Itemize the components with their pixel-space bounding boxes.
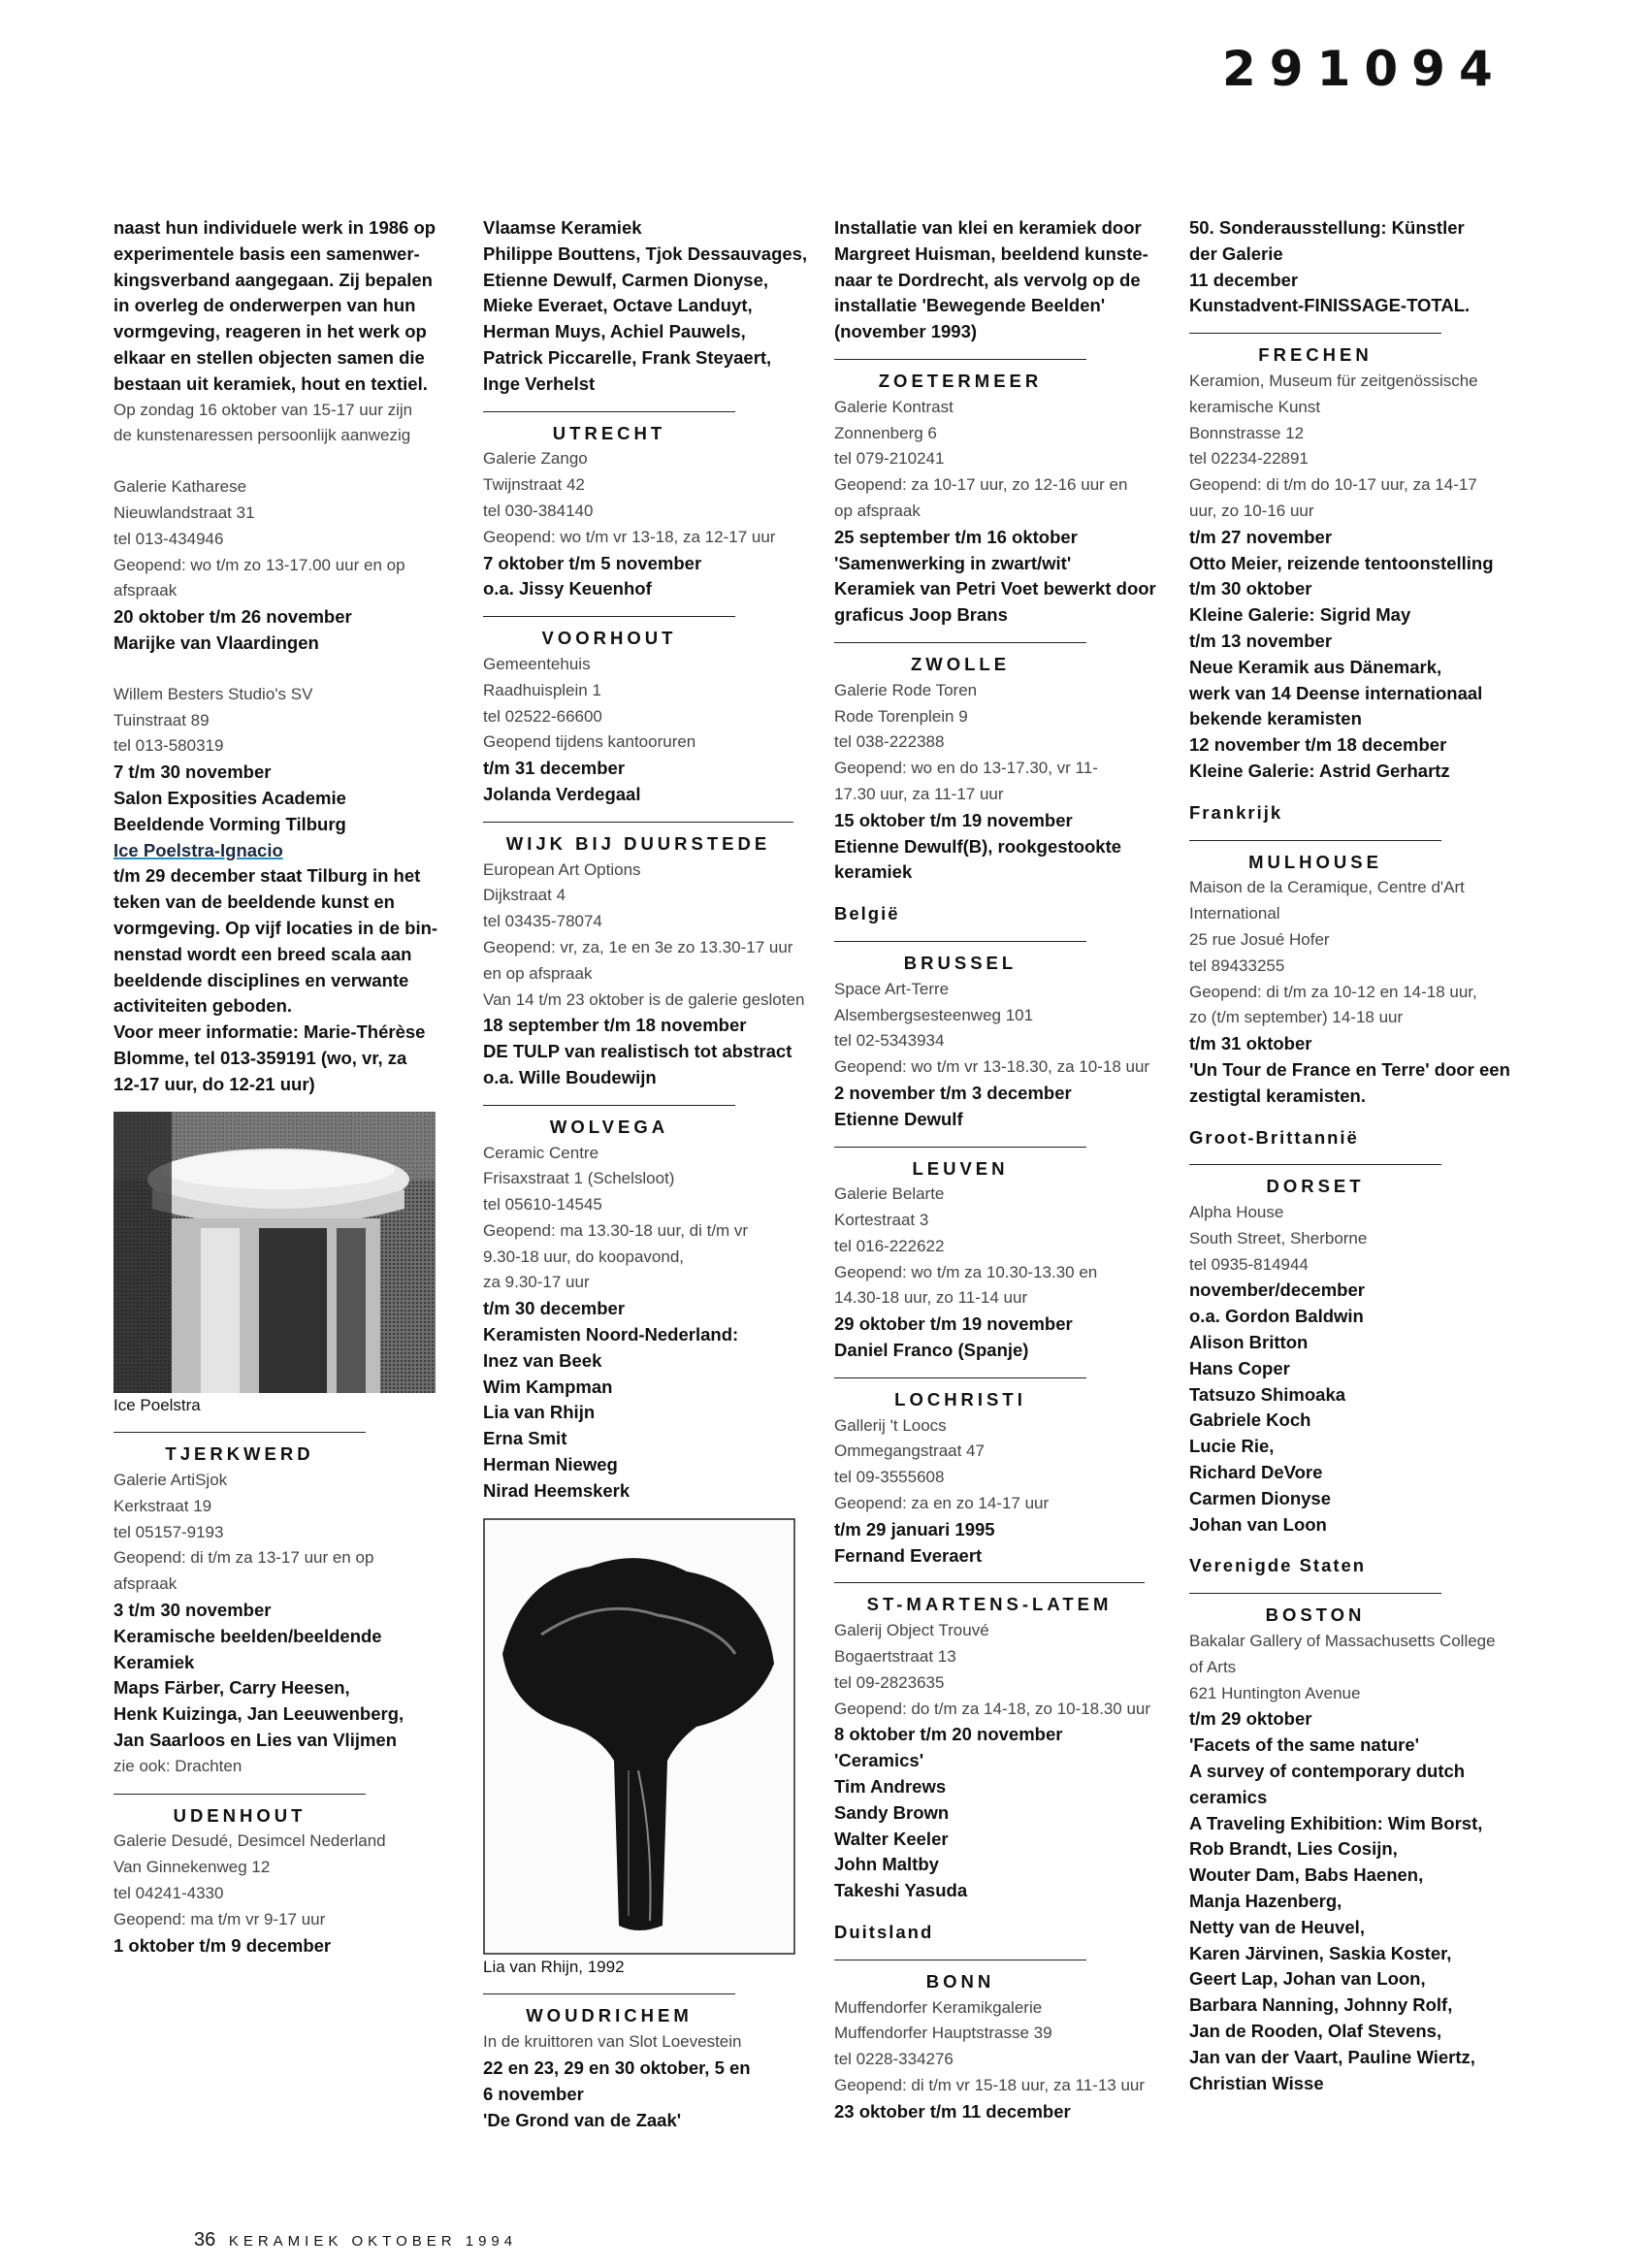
text-line: o.a. Gordon Baldwin	[1189, 1306, 1364, 1327]
text-line: Keramion, Museum für zeitgenössische	[1189, 371, 1478, 390]
text-line: Herman Muys, Achiel Pauwels,	[483, 321, 746, 342]
country-heading: België	[834, 903, 900, 924]
text-line: Op zondag 16 oktober van 15-17 uur zijn	[113, 400, 413, 419]
text-line: Geopend: di t/m do 10-17 uur, za 14-17	[1189, 475, 1477, 495]
text-line: t/m 31 oktober	[1189, 1033, 1312, 1054]
text-line: 50. Sonderausstellung: Künstler	[1189, 217, 1465, 238]
text-line: Wim Kampman	[483, 1376, 613, 1397]
text-line: Galerie Belarte	[834, 1184, 945, 1204]
text-line: Bogaertstraat 13	[834, 1647, 956, 1667]
text-line: tel 0228-334276	[834, 2050, 954, 2069]
text-line: Tuinstraat 89	[113, 710, 210, 729]
text-line: Ommegangstraat 47	[834, 1442, 985, 1461]
listing-entry	[834, 395, 1156, 629]
listing-entry	[834, 1618, 1156, 1904]
city-heading: WOUDRICHEM	[483, 1993, 735, 2029]
listing-entry	[483, 652, 803, 808]
text-line: 22 en 23, 29 en 30 oktober, 5 en	[483, 2057, 751, 2079]
text-line: Sandy Brown	[834, 1801, 950, 1823]
text-line: Richard DeVore	[1189, 1462, 1323, 1483]
listing-entry	[483, 1141, 803, 1505]
text-line: 11 december	[1189, 269, 1299, 290]
text-line: 7 oktober t/m 5 november	[483, 552, 702, 573]
text-line: Galerie Kontrast	[834, 397, 954, 416]
text-line: Wouter Dam, Babs Haenen,	[1189, 1864, 1424, 1886]
text-line: 25 september t/m 16 oktober	[834, 526, 1078, 547]
text-line: tel 04241-4330	[113, 1884, 224, 1903]
text-line: zie ook: Drachten	[113, 1756, 242, 1775]
text-line: Geopend: di t/m za 10-12 en 14-18 uur,	[1189, 982, 1477, 1001]
text-line: Mieke Everaet, Octave Landuyt,	[483, 295, 753, 316]
text-line: 'Facets of the same nature'	[1189, 1734, 1420, 1756]
text-line: Bonnstrasse 12	[1189, 423, 1305, 442]
date-stamp: 291094	[1222, 41, 1506, 97]
text-line: o.a. Wille Boudewijn	[483, 1066, 657, 1087]
text-line: ceramics	[1189, 1786, 1268, 1807]
listing-entry	[113, 1829, 448, 1959]
text-line: Galerie Zango	[483, 449, 588, 469]
text-line: 8 oktober t/m 20 november	[834, 1724, 1063, 1745]
text-line: Geopend: di t/m vr 15-18 uur, za 11-13 uur	[834, 2076, 1146, 2094]
text-block	[483, 215, 808, 398]
highlighted-name: Ice Poelstra-Ignacio	[113, 839, 283, 860]
text-line: tel 05157-9193	[113, 1522, 224, 1541]
text-line: keramiek	[834, 861, 913, 883]
city-heading: WOLVEGA	[483, 1105, 735, 1141]
country-heading: Verenigde Staten	[1189, 1555, 1367, 1576]
text-line: Geopend: za 10-17 uur, zo 12-16 uur en	[834, 475, 1128, 495]
text-line: tel 013-434946	[113, 529, 224, 548]
text-line: vormgeving, reageren in het werk op	[113, 321, 427, 342]
text-line: Barbara Nanning, Johnny Rolf,	[1189, 1994, 1453, 2016]
text-line: Bakalar Gallery of Massachusetts College	[1189, 1632, 1496, 1651]
text-line: Geopend: di t/m za 13-17 uur en op	[113, 1548, 374, 1568]
text-line: t/m 29 oktober	[1189, 1708, 1312, 1730]
text-line: Kleine Galerie: Sigrid May	[1189, 604, 1411, 626]
text-line: zestigtal keramisten.	[1189, 1085, 1366, 1106]
text-line: 6 november	[483, 2083, 584, 2104]
listing-entry	[113, 682, 448, 838]
text-line: Van 14 t/m 23 oktober is de galerie gesloten	[483, 989, 805, 1009]
listing-entry	[113, 474, 448, 657]
text-line: Netty van de Heuvel,	[1189, 1916, 1365, 1937]
text-line: tel 02522-66600	[483, 706, 602, 726]
text-line: keramische Kunst	[1189, 397, 1321, 416]
text-line: 17.30 uur, za 11-17 uur	[834, 784, 1004, 803]
text-line: en op afspraak	[483, 963, 593, 983]
text-line: Keramiek	[113, 1651, 195, 1672]
text-line: vormgeving. Op vijf locaties in de bin-	[113, 917, 438, 938]
text-line: 'Un Tour de France en Terre' door een	[1189, 1058, 1510, 1080]
photo-caption: Lia van Rhijn, 1992	[483, 1957, 625, 1976]
text-line: Van Ginnekenweg 12	[113, 1858, 271, 1877]
text-line: Vlaamse Keramiek	[483, 217, 642, 238]
text-line: Alison Britton	[1189, 1332, 1309, 1353]
text-line: tel 02-5343934	[834, 1031, 945, 1051]
text-line: International	[1189, 904, 1280, 923]
text-line: 7 t/m 30 november	[113, 761, 272, 783]
listing-entry	[483, 2029, 803, 2133]
text-line: Lucie Rie,	[1189, 1436, 1275, 1457]
text-block	[1189, 215, 1517, 319]
text-line: Neue Keramik aus Dänemark,	[1189, 656, 1442, 677]
text-line: Johan van Loon	[1189, 1513, 1327, 1535]
text-line: A Traveling Exhibition: Wim Borst,	[1189, 1812, 1483, 1833]
page-footer	[194, 2229, 517, 2252]
text-line: Hans Coper	[1189, 1357, 1290, 1378]
text-line: Geopend: wo t/m vr 13-18, za 12-17 uur	[483, 527, 776, 546]
text-line: Rob Brandt, Lies Cosijn,	[1189, 1838, 1398, 1860]
text-line: Marijke van Vlaardingen	[113, 632, 319, 653]
text-line: Installatie van klei en keramiek door	[834, 217, 1142, 238]
text-line: Keramiek van Petri Voet bewerkt door	[834, 578, 1156, 599]
text-line: o.a. Jissy Keuenhof	[483, 578, 652, 599]
city-heading: BONN	[834, 1960, 1086, 1995]
listing-entry	[1189, 875, 1517, 1109]
text-line: der Galerie	[1189, 243, 1283, 264]
text-line: (november 1993)	[834, 321, 978, 342]
city-heading: BOSTON	[1189, 1593, 1441, 1629]
text-line: Inge Verhelst	[483, 373, 596, 394]
text-line: tel 038-222388	[834, 732, 945, 752]
text-line: Otto Meier, reizende tentoonstelling	[1189, 552, 1494, 573]
text-line: afspraak	[113, 1574, 178, 1594]
text-line: tel 02234-22891	[1189, 449, 1309, 469]
text-line: 15 oktober t/m 19 november	[834, 809, 1073, 830]
text-line: naar te Dordrecht, als vervolg op de	[834, 269, 1141, 290]
listing-entry	[834, 1182, 1156, 1364]
text-line: Twijnstraat 42	[483, 475, 585, 495]
city-heading: ZWOLLE	[834, 642, 1086, 678]
text-line: Ceramic Centre	[483, 1143, 599, 1162]
text-line: 'De Grond van de Zaak'	[483, 2109, 682, 2130]
country-heading: Duitsland	[834, 1922, 934, 1943]
text-line: South Street, Sherborne	[1189, 1228, 1368, 1247]
text-line: Rode Torenplein 9	[834, 706, 968, 726]
text-line: 3 t/m 30 november	[113, 1600, 272, 1621]
text-line: Galerie Katharese	[113, 477, 247, 497]
text-line: Tatsuzo Shimoaka	[1189, 1383, 1346, 1405]
text-line: Galerij Object Trouvé	[834, 1621, 989, 1640]
text-line: tel 030-384140	[483, 501, 594, 520]
text-line: Frisaxstraat 1 (Schelsloot)	[483, 1169, 675, 1188]
text-line: Margreet Huisman, beeldend kunste-	[834, 243, 1148, 264]
text-line: afspraak	[113, 581, 178, 600]
text-line: Jan Saarloos en Lies van Vlijmen	[113, 1730, 398, 1751]
text-line: zo (t/m september) 14-18 uur	[1189, 1008, 1404, 1027]
text-line: Beeldende Vorming Tilburg	[113, 813, 346, 834]
city-heading: DORSET	[1189, 1164, 1441, 1200]
text-line: Gemeentehuis	[483, 654, 591, 673]
text-line: Kunstadvent-FINISSAGE-TOTAL.	[1189, 295, 1471, 316]
city-heading: LOCHRISTI	[834, 1377, 1086, 1413]
city-heading: UTRECHT	[483, 411, 735, 447]
text-line: Henk Kuizinga, Jan Leeuwenberg,	[113, 1703, 404, 1725]
column-1	[113, 215, 448, 1959]
text-line: november/december	[1189, 1280, 1365, 1301]
text-line: Geopend: wo t/m vr 13-18.30, za 10-18 uur	[834, 1057, 1150, 1077]
text-line: Patrick Piccarelle, Frank Steyaert,	[483, 346, 772, 368]
text-line: Karen Järvinen, Saskia Koster,	[1189, 1942, 1452, 1963]
listing-entry	[113, 863, 448, 1097]
text-line: Space Art-Terre	[834, 979, 950, 998]
text-line: Keramische beelden/beeldende	[113, 1625, 382, 1646]
text-line: Gallerij 't Loocs	[834, 1415, 947, 1435]
text-line: Voor meer informatie: Marie-Thérèse	[113, 1021, 426, 1043]
city-heading: ST-MARTENS-LATEM	[834, 1582, 1145, 1618]
text-line: 1 oktober t/m 9 december	[113, 1934, 332, 1956]
text-line: Geopend tijdens kantooruren	[483, 732, 696, 752]
text-line: Tim Andrews	[834, 1776, 947, 1798]
text-line: Geopend: wo en do 13-17.30, vr 11-	[834, 759, 1098, 778]
city-heading: WIJK BIJ DUURSTEDE	[483, 822, 793, 858]
text-line: Galerie Desudé, Desimcel Nederland	[113, 1831, 386, 1851]
text-line: tel 013-580319	[113, 736, 224, 756]
text-line: t/m 13 november	[1189, 630, 1333, 651]
listing-entry	[834, 1995, 1156, 2125]
text-line: Carmen Dionyse	[1189, 1487, 1331, 1508]
text-line: naast hun individuele werk in 1986 op	[113, 217, 436, 238]
photo-caption: Ice Poelstra	[113, 1395, 201, 1414]
text-line: Geopend: do t/m za 14-18, zo 10-18.30 uur	[834, 1699, 1151, 1718]
text-block	[834, 215, 1156, 345]
city-heading: MULHOUSE	[1189, 840, 1441, 876]
text-line: Etienne Dewulf(B), rookgestookte	[834, 835, 1122, 857]
text-line: werk van 14 Deense internationaal	[1189, 682, 1483, 703]
text-line: Etienne Dewulf, Carmen Dionyse,	[483, 269, 769, 290]
text-line: tel 09-2823635	[834, 1672, 945, 1692]
text-line: Gabriele Koch	[1189, 1409, 1311, 1431]
text-line: Galerie ArtiSjok	[113, 1471, 228, 1490]
text-line: Jolanda Verdegaal	[483, 783, 641, 804]
text-line: t/m 27 november	[1189, 526, 1333, 547]
ceramic-sculpture-photo	[483, 1518, 795, 1955]
photo-ice-poelstra	[113, 1112, 436, 1393]
text-line: Manja Hazenberg,	[1189, 1891, 1342, 1912]
city-heading: FRECHEN	[1189, 333, 1441, 369]
listing-entry	[834, 977, 1156, 1133]
text-line: Willem Besters Studio's SV	[113, 684, 313, 703]
text-line: Fernand Everaert	[834, 1544, 983, 1566]
text-line: tel 016-222622	[834, 1236, 945, 1255]
listing-entry	[113, 1468, 448, 1780]
text-block	[113, 215, 448, 449]
text-line: Alpha House	[1189, 1203, 1284, 1222]
text-line: In de kruittoren van Slot Loevestein	[483, 2032, 742, 2052]
text-line: tel 0935-814944	[1189, 1254, 1309, 1274]
text-line: beeldende disciplines en verwante	[113, 969, 409, 990]
text-line: za 9.30-17 uur	[483, 1273, 590, 1292]
text-line: Geopend: ma 13.30-18 uur, di t/m vr	[483, 1220, 749, 1240]
text-line: activiteiten geboden.	[113, 995, 293, 1017]
text-line: tel 079-210241	[834, 449, 945, 469]
text-line: tel 09-3555608	[834, 1468, 945, 1487]
text-line: Geopend: wo t/m zo 13-17.00 uur en op	[113, 555, 405, 574]
text-line: Etienne Dewulf	[834, 1108, 963, 1129]
text-line: de kunstenaressen persoonlijk aanwezig	[113, 426, 411, 445]
listing-entry	[483, 858, 803, 1091]
text-line: 2 november t/m 3 december	[834, 1082, 1072, 1103]
text-line: of Arts	[1189, 1657, 1237, 1676]
text-line: Erna Smit	[483, 1428, 567, 1449]
city-heading: UDENHOUT	[113, 1794, 366, 1830]
text-line: tel 89433255	[1189, 956, 1285, 975]
city-heading: TJERKWERD	[113, 1432, 366, 1468]
text-line: Nieuwlandstraat 31	[113, 502, 255, 522]
text-line: Philippe Bouttens, Tjok Dessauvages,	[483, 243, 808, 264]
column-4	[1189, 215, 1517, 2096]
text-line: in overleg de onderwerpen van hun	[113, 295, 416, 316]
text-line: Blomme, tel 013-359191 (wo, vr, za	[113, 1047, 407, 1068]
text-line: Herman Nieweg	[483, 1454, 618, 1475]
magazine-title: KERAMIEK OKTOBER 1994	[228, 2233, 518, 2250]
text-line: Kerkstraat 19	[113, 1496, 212, 1515]
text-line: Daniel Franco (Spanje)	[834, 1340, 1029, 1361]
text-line: A survey of contemporary dutch	[1189, 1761, 1466, 1782]
country-heading: Groot-Brittannië	[1189, 1126, 1359, 1148]
text-line: 29 oktober t/m 19 november	[834, 1313, 1073, 1335]
text-line: Jan van der Vaart, Pauline Wiertz,	[1189, 2046, 1475, 2067]
text-line: Dijkstraat 4	[483, 886, 566, 905]
text-line: Lia van Rhijn	[483, 1402, 596, 1423]
text-line: Zonnenberg 6	[834, 423, 937, 442]
listing-entry	[1189, 1629, 1517, 2096]
text-line: Kleine Galerie: Astrid Gerhartz	[1189, 760, 1450, 781]
text-line: experimentele basis een samenwer-	[113, 243, 420, 264]
text-line: Nirad Heemskerk	[483, 1479, 630, 1501]
text-line: Walter Keeler	[834, 1828, 949, 1849]
listing-entry	[1189, 1200, 1517, 1538]
text-line: op afspraak	[834, 501, 921, 520]
text-line: tel 05610-14545	[483, 1195, 602, 1215]
text-line: Galerie Rode Toren	[834, 680, 978, 699]
city-heading: LEUVEN	[834, 1147, 1086, 1183]
text-line: 14.30-18 uur, zo 11-14 uur	[834, 1288, 1028, 1308]
text-line: elkaar en stellen objecten samen die	[113, 346, 425, 368]
text-line: 12-17 uur, do 12-21 uur)	[113, 1073, 315, 1094]
text-line: kingsverband aangegaan. Zij bepalen	[113, 269, 433, 290]
text-line: t/m 29 januari 1995	[834, 1518, 995, 1539]
text-line: Geopend: vr, za, 1e en 3e zo 13.30-17 uur	[483, 937, 793, 956]
text-line: nenstad wordt een breed scala aan	[113, 943, 412, 964]
text-line: t/m 31 december	[483, 758, 626, 779]
text-line: Maps Färber, Carry Heesen,	[113, 1677, 350, 1699]
text-line: Geert Lap, Johan van Loon,	[1189, 1968, 1426, 1990]
text-line: Muffendorfer Hauptstrasse 39	[834, 2024, 1052, 2043]
text-line: 9.30-18 uur, do koopavond,	[483, 1247, 684, 1266]
column-2	[483, 215, 808, 2133]
text-line: Salon Exposities Academie	[113, 787, 346, 808]
photo-lia-van-rhijn	[483, 1518, 795, 1955]
city-heading: BRUSSEL	[834, 941, 1086, 977]
text-line: installatie 'Bewegende Beelden'	[834, 295, 1106, 316]
text-line: Maison de la Ceramique, Centre d'Art	[1189, 878, 1465, 897]
text-line: bestaan uit keramiek, hout en textiel.	[113, 373, 428, 394]
text-line: 'Ceramics'	[834, 1750, 924, 1771]
city-heading: VOORHOUT	[483, 616, 735, 652]
text-line: Keramisten Noord-Nederland:	[483, 1324, 739, 1345]
text-line: Jan de Rooden, Olaf Stevens,	[1189, 2021, 1442, 2041]
text-line: 25 rue Josué Hofer	[1189, 929, 1330, 949]
page-number: 36	[194, 2229, 216, 2251]
text-line: Geopend: ma t/m vr 9-17 uur	[113, 1909, 326, 1928]
text-line: uur, zo 10-16 uur	[1189, 501, 1314, 520]
listing-entry	[834, 678, 1156, 886]
text-line: European Art Options	[483, 859, 641, 879]
country-heading: Frankrijk	[1189, 801, 1283, 823]
text-line: 18 september t/m 18 november	[483, 1015, 747, 1036]
text-line: 20 oktober t/m 26 november	[113, 606, 352, 628]
text-line: DE TULP van realistisch tot abstract	[483, 1041, 792, 1062]
text-line: Inez van Beek	[483, 1349, 602, 1371]
listing-entry	[483, 446, 803, 602]
text-line: t/m 30 oktober	[1189, 578, 1312, 599]
text-line: t/m 29 december staat Tilburg in het	[113, 865, 421, 887]
text-line: 12 november t/m 18 december	[1189, 734, 1447, 756]
text-line: teken van de beeldende kunst en	[113, 891, 395, 913]
text-line: Geopend: wo t/m za 10.30-13.30 en	[834, 1262, 1098, 1281]
text-line: t/m 30 december	[483, 1298, 626, 1319]
text-line: Muffendorfer Keramikgalerie	[834, 1997, 1043, 2017]
text-line: tel 03435-78074	[483, 912, 602, 931]
text-line: Christian Wisse	[1189, 2072, 1324, 2093]
text-line: 23 oktober t/m 11 december	[834, 2100, 1071, 2122]
text-line: Geopend: za en zo 14-17 uur	[834, 1494, 1050, 1513]
text-line: graficus Joop Brans	[834, 604, 1008, 626]
text-line: John Maltby	[834, 1854, 939, 1875]
text-line: 'Samenwerking in zwart/wit'	[834, 552, 1072, 573]
text-line: Raadhuisplein 1	[483, 680, 601, 699]
text-line: 621 Huntington Avenue	[1189, 1683, 1361, 1702]
text-line: Kortestraat 3	[834, 1211, 929, 1230]
text-line: Takeshi Yasuda	[834, 1880, 968, 1901]
text-line: Alsembergsesteenweg 101	[834, 1005, 1034, 1024]
city-heading: ZOETERMEER	[834, 359, 1086, 395]
text-line: bekende keramisten	[1189, 708, 1362, 729]
listing-entry	[834, 1413, 1156, 1570]
listing-entry	[1189, 369, 1517, 785]
ceramic-vessel-photo	[113, 1112, 436, 1393]
column-3	[834, 215, 1156, 2125]
